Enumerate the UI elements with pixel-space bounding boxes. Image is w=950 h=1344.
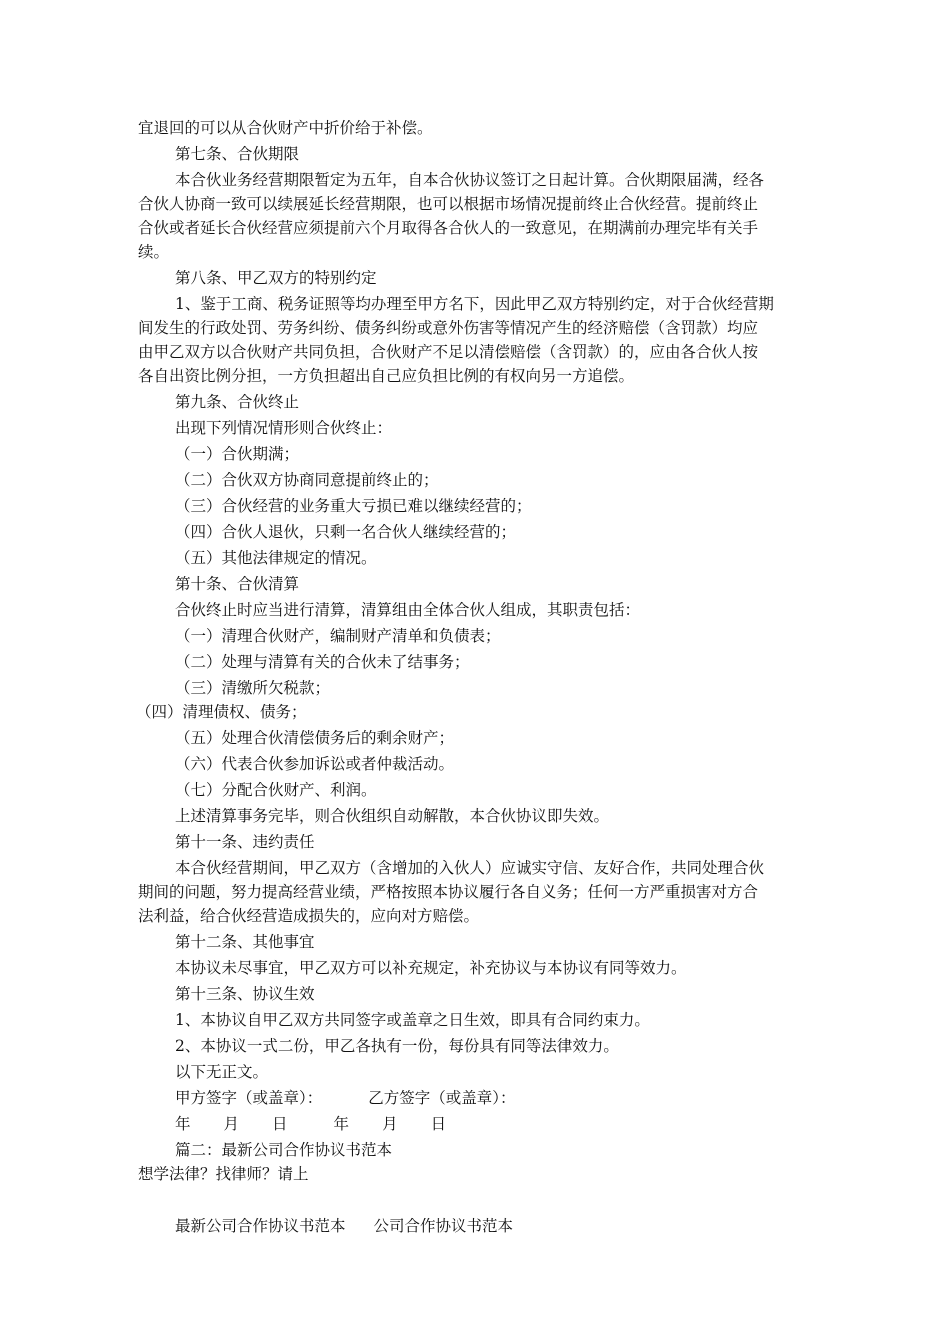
day-label-a: 日 [272, 1115, 288, 1133]
list-item: （四）清理债权、债务； [136, 703, 307, 721]
list-item: （七）分配合伙财产、利润。 [175, 781, 377, 799]
list-item: （五）处理合伙清偿债务后的剩余财产； [175, 729, 455, 747]
list-item: （五）其他法律规定的情况。 [175, 549, 377, 567]
paragraph-line: 由甲乙双方以合伙财产共同负担，合伙财产不足以清偿赔偿（含罚款）的，应由各合伙人按 [138, 343, 759, 361]
list-item: （六）代表合伙参加诉讼或者仲裁活动。 [175, 755, 455, 773]
list-item: （四）合伙人退伙，只剩一名合伙人继续经营的； [175, 523, 517, 541]
date-row [175, 1112, 446, 1136]
chapter-heading: 篇二：最新公司合作协议书范本 [175, 1141, 393, 1159]
paragraph-line: 法利益，给合伙经营造成损失的，应向对方赔偿。 [138, 907, 480, 925]
day-label-b: 日 [430, 1115, 447, 1133]
party-a-signature-label: 甲方签字（或盖章）： [175, 1089, 323, 1107]
paragraph-line: 本协议未尽事宜，甲乙双方可以补充规定，补充协议与本协议有同等效力。 [175, 959, 687, 977]
article-heading: 第十三条、协议生效 [175, 985, 315, 1003]
paragraph-line: 上述清算事务完毕，则合伙组织自动解散，本合伙协议即失效。 [175, 807, 610, 825]
year-label-a: 年 [175, 1115, 191, 1133]
footer-title-right: 公司合作协议书范本 [373, 1217, 514, 1235]
list-item: （一）清理合伙财产，编制财产清单和负债表； [175, 627, 501, 645]
law-prompt: 想学法律？找律师？请上 [138, 1165, 309, 1183]
paragraph-line: 各自出资比例分担，一方负担超出自己应负担比例的有权向另一方追偿。 [138, 367, 635, 385]
list-item: （三）清缴所欠税款； [175, 679, 331, 697]
paragraph-line: 以下无正文。 [175, 1063, 269, 1081]
article-heading: 第十条、合伙清算 [175, 575, 300, 593]
article-heading: 第十二条、其他事宜 [175, 933, 315, 951]
paragraph-line: 合伙人协商一致可以续展延长经营期限，也可以根据市场情况提前终止合伙经营。提前终止 [138, 195, 759, 213]
article-heading: 第八条、甲乙双方的特别约定 [175, 269, 377, 287]
paragraph-line: 合伙终止时应当进行清算，清算组由全体合伙人组成，其职责包括： [175, 601, 641, 619]
article-heading: 第十一条、违约责任 [175, 833, 315, 851]
paragraph-line: 间发生的行政处罚、劳务纠纷、债务纠纷或意外伤害等情况产生的经济赔偿（含罚款）均应 [138, 319, 759, 337]
list-item: （二）处理与清算有关的合伙未了结事务； [175, 653, 470, 671]
footer-titles [175, 1214, 513, 1238]
paragraph-line: 本合伙经营期间，甲乙双方（含增加的入伙人）应诚实守信、友好合作，共同处理合伙 [175, 859, 765, 877]
list-item: （三）合伙经营的业务重大亏损已难以继续经营的； [175, 497, 532, 515]
year-label-b: 年 [333, 1115, 350, 1133]
paragraph-line: 出现下列情况情形则合伙终止： [175, 419, 393, 437]
paragraph-line: 1、鉴于工商、税务证照等均办理至甲方名下，因此甲乙双方特别约定，对于合伙经营期 [175, 295, 774, 313]
paragraph-line: 宜退回的可以从合伙财产中折价给于补偿。 [138, 119, 433, 137]
list-item: （一）合伙期满； [175, 445, 300, 463]
article-heading: 第九条、合伙终止 [175, 393, 300, 411]
paragraph-line: 本合伙业务经营期限暂定为五年，自本合伙协议签订之日起计算。合伙期限届满，经各 [175, 171, 765, 189]
paragraph-line: 续。 [138, 243, 170, 261]
paragraph-line: 1、本协议自甲乙双方共同签字或盖章之日生效，即具有合同约束力。 [175, 1011, 650, 1029]
list-item: （二）合伙双方协商同意提前终止的； [175, 471, 439, 489]
paragraph-line: 2、本协议一式二份，甲乙各执有一份，每份具有同等法律效力。 [175, 1037, 619, 1055]
paragraph-line: 期间的问题，努力提高经营业绩，严格按照本协议履行各自义务；任何一方严重损害对方合 [138, 883, 759, 901]
month-label-b: 月 [382, 1115, 398, 1133]
month-label-a: 月 [223, 1115, 240, 1133]
footer-title-left: 最新公司合作协议书范本 [175, 1217, 346, 1235]
party-b-signature-label: 乙方签字（或盖章）： [368, 1089, 516, 1107]
signature-row [175, 1086, 516, 1110]
paragraph-line: 合伙或者延长合伙经营应须提前六个月取得各合伙人的一致意见，在期满前办理完毕有关手 [138, 219, 759, 237]
article-heading: 第七条、合伙期限 [175, 145, 300, 163]
